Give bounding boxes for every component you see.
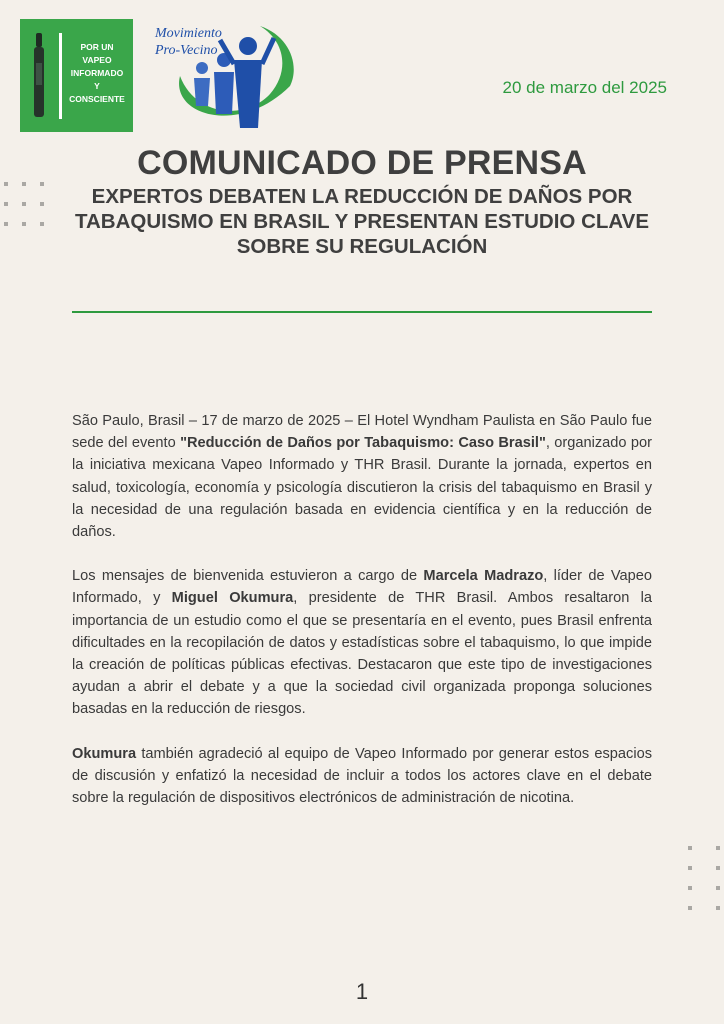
- vapeo-informado-logo: [20, 19, 133, 132]
- decorative-dots-left: [4, 182, 44, 226]
- person-name: Marcela Madrazo: [423, 568, 544, 585]
- page-title: COMUNICADO DE PRENSA: [137, 144, 587, 182]
- paragraph-1: São Paulo, Brasil – 17 de marzo de 2025 – El Hotel Wyndham Paulista en São Paulo fue sede del evento "Reducción de Daños por Tabaquismo: Caso Brasil", organizado por la iniciativa mexicana Vapeo Informado y THR Brasil. Durante la jornada, expertos en salud, toxicología, economía y psicología discutieron la crisis del tabaquismo en Brasil y la necesidad de una regulación basada en evidencia científica y en la reducción de daños.: [72, 413, 652, 541]
- page-number: 1: [355, 979, 369, 1004]
- press-date: 20 de marzo del 2025: [502, 78, 667, 97]
- slogan-line: VAPEO: [82, 55, 112, 65]
- logo-slogan: [64, 41, 130, 106]
- movimiento-pro-vecino-logo: [150, 16, 300, 132]
- person-name: Miguel Okumura: [171, 590, 294, 607]
- slogan-line: POR UN: [80, 42, 114, 52]
- paragraph-2: Los mensajes de bienvenida estuvieron a cargo de Marcela Madrazo, líder de Vapeo Informado, y Miguel Okumura, presidente de THR Brasil. Ambos resaltaron la importancia de un estudio como el que se presentaría en el evento, pues Brasil enfrenta dificultades en la recopilación de datos y estadísticas sobre el tabaquismo, lo que impide la creación de políticas públicas efectivas. Destacaron que este tipo de investigaciones ayudan a abrir el debate y a que la sociedad civil organizada proponga soluciones basadas en la reducción de riesgos.: [72, 568, 652, 718]
- decorative-dots-right: [688, 846, 720, 910]
- paragraph-3: Okumura también agradeció al equipo de Vapeo Informado por generar estos espacios de discusión y enfatizó la necesidad de incluir a todos los actores clave en el debate sobre la regulación de dispositivos electrónicos de administración de nicotina.: [72, 745, 652, 807]
- partner-logo-line2: Pro-Vecino: [155, 43, 218, 58]
- partner-logo-line1: Movimiento: [155, 26, 222, 41]
- title-divider: [72, 311, 652, 313]
- person-name: Okumura: [72, 745, 137, 762]
- press-release-body: [72, 410, 652, 831]
- slogan-line: INFORMADO: [70, 68, 124, 78]
- logo-divider: [59, 33, 62, 119]
- slogan-line: CONSCIENTE: [69, 94, 125, 104]
- vape-device-icon: [32, 33, 46, 119]
- page-subtitle: EXPERTOS DEBATEN LA REDUCCIÓN DE DAÑOS POR TABAQUISMO EN BRASIL Y PRESENTAN ESTUDIO CLAVE SOBRE SU REGULACIÓN: [74, 185, 650, 258]
- slogan-line: Y: [94, 81, 100, 91]
- event-name: "Reducción de Daños por Tabaquismo: Caso Brasil": [180, 435, 546, 452]
